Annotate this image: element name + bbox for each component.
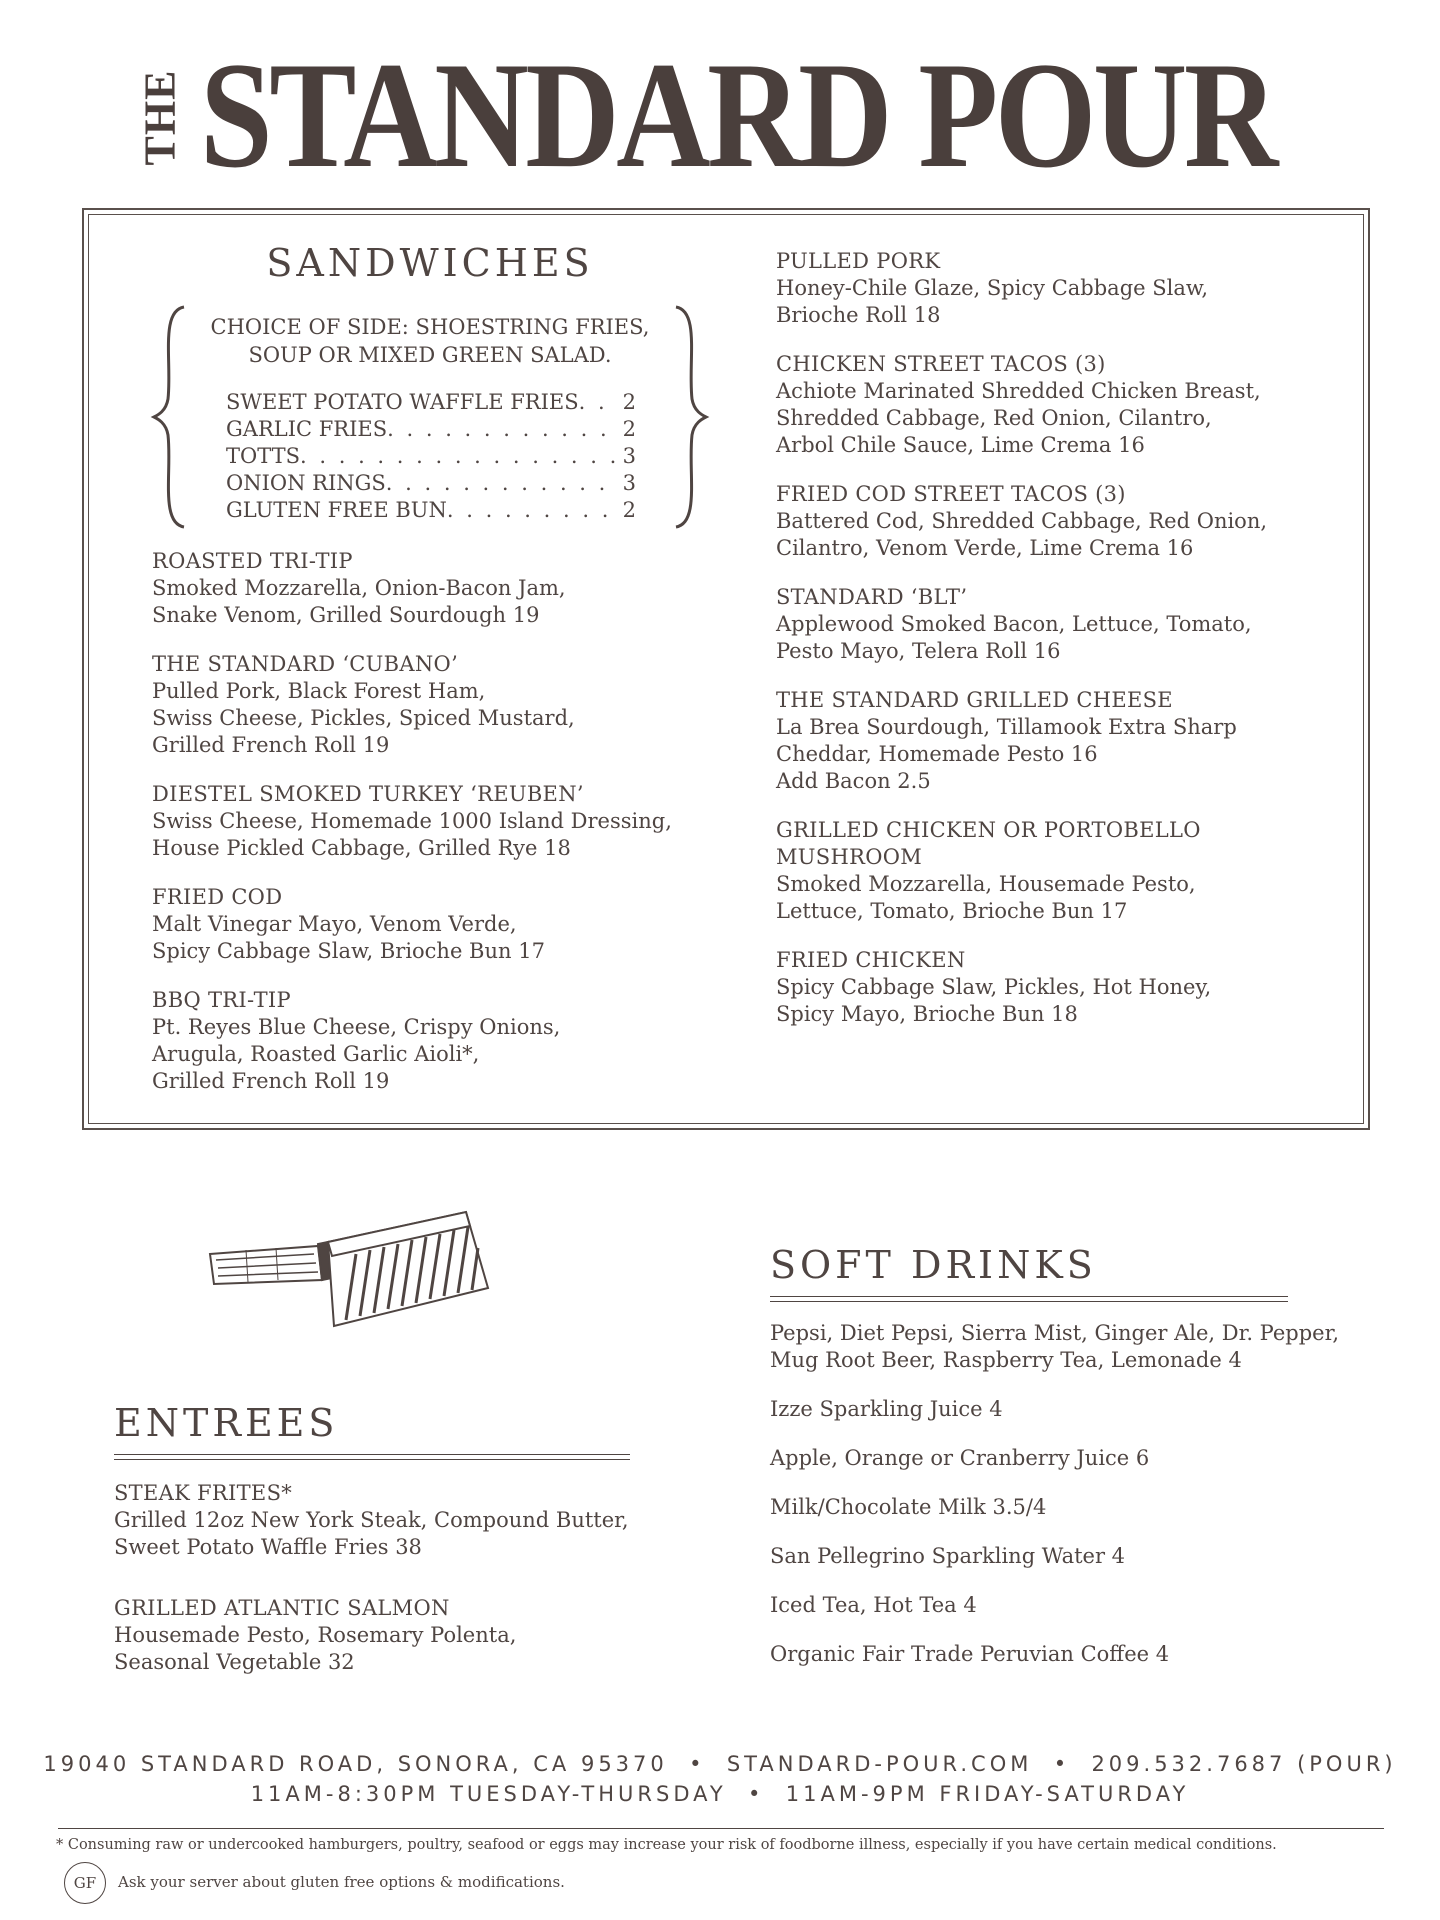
side-choice-line: CHOICE OF SIDE: SHOESTRING FRIES, <box>210 315 650 339</box>
menu-item-desc: Pt. Reyes Blue Cheese, Crispy Onions, Arugula, Roasted Garlic Aioli*, Grilled French Roll 19 <box>152 1015 561 1093</box>
sandwiches-left-list <box>152 548 712 1117</box>
menu-item <box>776 351 1346 459</box>
leader-dots <box>300 443 619 470</box>
side-price: 2 <box>622 498 636 522</box>
footer-hours-line: 11AM-8:30PM TUESDAY-THURSDAY • 11AM-9PM FRIDAY-SATURDAY <box>250 1782 1190 1806</box>
masthead <box>0 31 1440 199</box>
menu-item-desc: Spicy Cabbage Slaw, Pickles, Hot Honey, Spicy Mayo, Brioche Bun 18 <box>776 975 1212 1026</box>
soft-drinks-title: SOFT DRINKS <box>770 1243 1097 1287</box>
menu-item-desc: Pulled Pork, Black Forest Ham, Swiss Cheese, Pickles, Spiced Mustard, Grilled French Roll 19 <box>152 679 575 757</box>
gluten-free-badge-icon: GF <box>64 1862 106 1904</box>
menu-item <box>114 1595 634 1676</box>
menu-item-name: THE STANDARD ‘CUBANO’ <box>152 652 459 676</box>
menu-item-name: STANDARD ‘BLT’ <box>776 585 968 609</box>
side-name: GARLIC FRIES <box>226 417 388 441</box>
side-name: ONION RINGS <box>226 471 386 495</box>
soft-drinks-section <box>770 1240 1380 1690</box>
menu-item <box>776 947 1346 1028</box>
soft-drinks-title-rule <box>770 1296 1288 1302</box>
menu-item-name: CHICKEN STREET TACOS (3) <box>776 352 1106 376</box>
menu-item <box>776 248 1346 329</box>
side-name: SWEET POTATO WAFFLE FRIES <box>226 390 579 414</box>
side-upgrade-row <box>226 497 636 524</box>
menu-item-name: PULLED PORK <box>776 249 941 273</box>
menu-item-name: ROASTED TRI-TIP <box>152 549 353 573</box>
drink-item: Apple, Orange or Cranberry Juice 6 <box>770 1446 1150 1470</box>
drink-item: Pepsi, Diet Pepsi, Sierra Mist, Ginger Ale, Dr. Pepper, Mug Root Beer, Raspberry Tea, Lemonade 4 <box>770 1321 1339 1372</box>
menu-item <box>776 584 1346 665</box>
cleaver-illustration-icon <box>206 1208 496 1338</box>
menu-item-desc: Malt Vinegar Mayo, Venom Verde, Spicy Cabbage Slaw, Brioche Bun 17 <box>152 912 545 963</box>
footer-rule <box>58 1828 1384 1829</box>
menu-item-desc: Achiote Marinated Shredded Chicken Breast, Shredded Cabbage, Red Onion, Cilantro, Arbol Chile Sauce, Lime Crema 16 <box>776 379 1261 457</box>
masthead-prefix: THE <box>135 69 185 165</box>
entrees-title: ENTREES <box>114 1401 339 1445</box>
menu-item <box>776 817 1346 925</box>
drink-item: Milk/Chocolate Milk 3.5/4 <box>770 1495 1047 1519</box>
menu-item-desc: La Brea Sourdough, Tillamook Extra Sharp Cheddar, Homemade Pesto 16 Add Bacon 2.5 <box>776 715 1237 793</box>
side-upgrade-row <box>226 416 636 443</box>
menu-item <box>776 687 1346 795</box>
menu-item-name: STEAK FRITES* <box>114 1481 293 1505</box>
menu-item <box>776 481 1346 562</box>
leader-dots <box>447 497 619 524</box>
side-price: 2 <box>622 390 636 414</box>
menu-item-desc: Swiss Cheese, Homemade 1000 Island Dressing, House Pickled Cabbage, Grilled Rye 18 <box>152 809 672 860</box>
menu-item-desc: Grilled 12oz New York Steak, Compound Butter, Sweet Potato Waffle Fries 38 <box>114 1508 629 1559</box>
leader-dots <box>386 470 619 497</box>
menu-item <box>152 781 712 862</box>
side-price: 3 <box>622 471 636 495</box>
menu-item-name: BBQ TRI-TIP <box>152 988 291 1012</box>
sandwiches-header-col <box>150 238 710 288</box>
entrees-section <box>114 1398 634 1698</box>
side-price: 3 <box>622 444 636 468</box>
menu-item-desc: Smoked Mozzarella, Housemade Pesto, Lettuce, Tomato, Brioche Bun 17 <box>776 872 1196 923</box>
leader-dots <box>387 416 618 443</box>
menu-item-desc: Applewood Smoked Bacon, Lettuce, Tomato, Pesto Mayo, Telera Roll 16 <box>776 612 1252 663</box>
menu-item-name: FRIED COD <box>152 885 283 909</box>
menu-item-name: DIESTEL SMOKED TURKEY ‘REUBEN’ <box>152 782 584 806</box>
side-price: 2 <box>622 417 636 441</box>
menu-item <box>152 884 712 965</box>
menu-item-name: THE STANDARD GRILLED CHEESE <box>776 688 1173 712</box>
leader-dots <box>579 389 619 416</box>
drink-item: Izze Sparkling Juice 4 <box>770 1397 1003 1421</box>
menu-item-name: GRILLED CHICKEN OR PORTOBELLO MUSHROOM <box>776 818 1201 869</box>
menu-item <box>152 987 712 1095</box>
drink-item: Iced Tea, Hot Tea 4 <box>770 1593 977 1617</box>
sandwiches-title: SANDWICHES <box>266 241 594 285</box>
entrees-title-rule <box>114 1454 630 1460</box>
side-upgrade-row <box>226 470 636 497</box>
menu-item-name: GRILLED ATLANTIC SALMON <box>114 1596 450 1620</box>
food-safety-disclaimer: * Consuming raw or undercooked hamburgers, poultry, seafood or eggs may increase your risk of foodborne illness, especially if you have certain medical conditions. <box>56 1837 1277 1853</box>
drink-item: Organic Fair Trade Peruvian Coffee 4 <box>770 1642 1170 1666</box>
side-upgrade-list <box>226 389 636 524</box>
gluten-free-note: Ask your server about gluten free options & modifications. <box>118 1873 565 1891</box>
side-upgrade-row <box>226 443 636 470</box>
menu-item <box>152 548 712 629</box>
menu-item-desc: Battered Cod, Shredded Cabbage, Red Onion, Cilantro, Venom Verde, Lime Crema 16 <box>776 509 1268 560</box>
menu-item-name: FRIED CHICKEN <box>776 948 966 972</box>
masthead-prefix-wrap <box>135 62 185 172</box>
masthead-title: STANDARD POUR <box>200 31 1275 199</box>
side-upgrade-row <box>226 389 636 416</box>
side-name: TOTTS <box>226 444 301 468</box>
menu-item <box>114 1480 634 1561</box>
side-name: GLUTEN FREE BUN <box>226 498 447 522</box>
menu-item-desc: Housemade Pesto, Rosemary Polenta, Seasonal Vegetable 32 <box>114 1623 517 1674</box>
side-choices-block <box>150 303 710 531</box>
footer-address-line: 19040 STANDARD ROAD, SONORA, CA 95370 • STANDARD-POUR.COM • 209.532.7687 (POUR) <box>43 1752 1397 1776</box>
side-choice-text <box>150 313 710 369</box>
menu-item-desc: Smoked Mozzarella, Onion-Bacon Jam, Snake Venom, Grilled Sourdough 19 <box>152 576 566 627</box>
side-choice-line: SOUP OR MIXED GREEN SALAD. <box>248 343 612 367</box>
drink-item: San Pellegrino Sparkling Water 4 <box>770 1544 1126 1568</box>
sandwiches-right-list <box>776 248 1346 1050</box>
menu-item-desc: Honey-Chile Glaze, Spicy Cabbage Slaw, Brioche Roll 18 <box>776 276 1209 327</box>
menu-item-name: FRIED COD STREET TACOS (3) <box>776 482 1126 506</box>
menu-item <box>152 651 712 759</box>
